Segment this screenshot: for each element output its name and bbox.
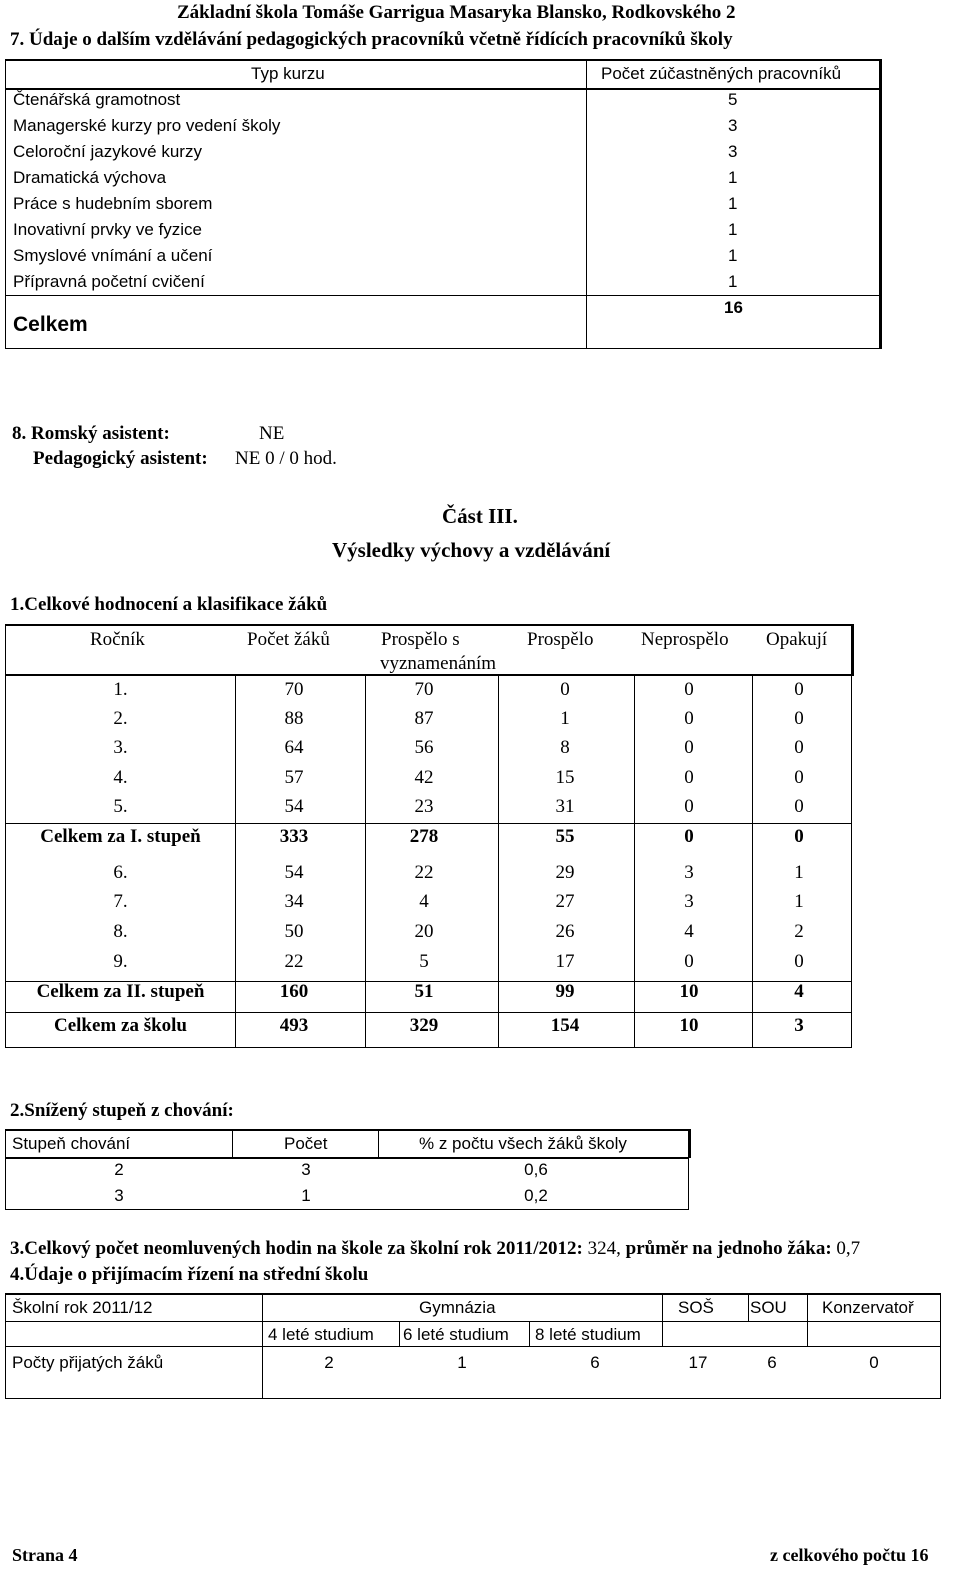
rocnik-cell: 2. xyxy=(113,708,128,729)
value-cell: 50 xyxy=(284,921,304,942)
behavior-cell: 3 xyxy=(301,1160,311,1179)
value-cell: 10 xyxy=(679,1015,699,1036)
value-cell: 4 xyxy=(419,891,429,912)
value-cell: 99 xyxy=(555,981,575,1002)
value-cell: 0 xyxy=(794,767,804,788)
absence-label: 3.Celkový počet neomluvených hodin na škole za školní rok 2011/2012: xyxy=(10,1238,583,1259)
rocnik-cell: 6. xyxy=(113,862,128,883)
value-cell: 0 xyxy=(794,708,804,729)
value-cell: 87 xyxy=(414,708,434,729)
admission-sub-8: 8 leté studium xyxy=(535,1325,641,1344)
romsky-asistent-label: 8. Romský asistent: xyxy=(12,423,170,444)
absence-avg-value: 0,7 xyxy=(836,1238,861,1259)
value-cell: 88 xyxy=(284,708,304,729)
course-name: Čtenářská gramotnost xyxy=(13,90,181,109)
value-cell: 64 xyxy=(284,737,304,758)
course-count: 1 xyxy=(728,168,738,187)
admission-col-sou: SOU xyxy=(750,1298,787,1317)
part3-title: Část III. xyxy=(442,504,518,528)
courses-total-label: Celkem xyxy=(13,313,88,336)
value-cell: 493 xyxy=(279,1015,309,1036)
col-header-vyznamenanim: vyznamenáním xyxy=(380,653,497,674)
course-count: 3 xyxy=(728,116,738,135)
value-cell: 34 xyxy=(284,891,304,912)
behavior-col-percent: % z počtu všech žáků školy xyxy=(419,1134,627,1153)
rocnik-cell: 1. xyxy=(113,679,128,700)
admission-value: 0 xyxy=(869,1353,879,1372)
value-cell: 0 xyxy=(684,708,694,729)
course-count: 1 xyxy=(728,272,738,291)
admission-value: 6 xyxy=(767,1353,777,1372)
value-cell: 22 xyxy=(414,862,434,883)
rocnik-cell: Celkem za II. stupeň xyxy=(36,981,205,1002)
value-cell: 0 xyxy=(794,679,804,700)
value-cell: 0 xyxy=(684,767,694,788)
value-cell: 57 xyxy=(284,767,304,788)
value-cell: 54 xyxy=(284,862,304,883)
value-cell: 1 xyxy=(794,862,804,883)
classification-title: 1.Celkové hodnocení a klasifikace žáků xyxy=(10,594,328,615)
admission-col-gymnazia: Gymnázia xyxy=(419,1298,496,1317)
admission-row-label: Počty přijatých žáků xyxy=(12,1353,164,1372)
value-cell: 3 xyxy=(684,862,694,883)
col-header-rocnik: Ročník xyxy=(90,629,145,650)
behavior-cell: 1 xyxy=(301,1186,311,1205)
value-cell: 15 xyxy=(555,767,575,788)
value-cell: 55 xyxy=(555,826,575,847)
col-header-prospelo-s: Prospělo s xyxy=(381,629,460,650)
admission-col-konzervator: Konzervatoř xyxy=(822,1298,914,1317)
value-cell: 17 xyxy=(555,951,575,972)
value-cell: 0 xyxy=(794,796,804,817)
value-cell: 70 xyxy=(414,679,434,700)
value-cell: 29 xyxy=(555,862,575,883)
value-cell: 31 xyxy=(555,796,575,817)
ped-asistent-value: NE 0 / 0 hod. xyxy=(235,448,337,469)
rocnik-cell: 5. xyxy=(113,796,128,817)
col-header-participants: Počet zúčastněných pracovníků xyxy=(601,64,842,83)
behavior-col-stupen: Stupeň chování xyxy=(12,1134,131,1153)
value-cell: 4 xyxy=(794,981,804,1002)
value-cell: 329 xyxy=(409,1015,439,1036)
admission-value: 2 xyxy=(324,1353,334,1372)
course-name: Dramatická výchova xyxy=(13,168,167,187)
part3-subtitle: Výsledky výchovy a vzdělávání xyxy=(332,538,611,562)
value-cell: 160 xyxy=(279,981,309,1002)
value-cell: 22 xyxy=(284,951,304,972)
absence-avg-label: průměr na jednoho žáka: xyxy=(625,1238,832,1259)
behavior-cell: 0,6 xyxy=(524,1160,548,1179)
value-cell: 5 xyxy=(419,951,429,972)
course-name: Celoroční jazykové kurzy xyxy=(13,142,202,161)
admission-value: 17 xyxy=(688,1353,708,1372)
romsky-asistent-value: NE xyxy=(259,423,285,444)
section7-title: 7. Údaje o dalším vzdělávání pedagogických pracovníků včetně řídících pracovníků školy xyxy=(10,29,733,50)
value-cell: 1 xyxy=(794,891,804,912)
course-count: 5 xyxy=(728,90,738,109)
admission-table xyxy=(5,1293,941,1399)
value-cell: 4 xyxy=(684,921,694,942)
admission-year: Školní rok 2011/12 xyxy=(12,1298,153,1317)
course-count: 1 xyxy=(728,194,738,213)
admission-value: 6 xyxy=(590,1353,600,1372)
school-header: Základní škola Tomáše Garrigua Masaryka Blansko, Rodkovského 2 xyxy=(177,2,736,23)
admission-sub-6: 6 leté studium xyxy=(403,1325,509,1344)
value-cell: 27 xyxy=(555,891,575,912)
admission-title: 4.Údaje o přijímacím řízení na střední školu xyxy=(10,1264,369,1285)
value-cell: 0 xyxy=(684,951,694,972)
value-cell: 0 xyxy=(684,826,694,847)
value-cell: 0 xyxy=(794,826,804,847)
behavior-cell: 2 xyxy=(114,1160,124,1179)
behavior-table xyxy=(5,1129,689,1210)
value-cell: 51 xyxy=(414,981,434,1002)
value-cell: 20 xyxy=(414,921,434,942)
rocnik-cell: 3. xyxy=(113,737,128,758)
ped-asistent-label: Pedagogický asistent: xyxy=(33,448,208,469)
behavior-cell: 3 xyxy=(114,1186,124,1205)
value-cell: 2 xyxy=(794,921,804,942)
courses-table xyxy=(5,59,882,349)
col-header-course-type: Typ kurzu xyxy=(251,64,325,83)
col-header-pocet-zaku: Počet žáků xyxy=(247,629,330,650)
course-name: Smyslové vnímání a učení xyxy=(13,246,213,265)
course-count: 1 xyxy=(728,220,738,239)
value-cell: 333 xyxy=(279,826,309,847)
value-cell: 0 xyxy=(684,796,694,817)
course-count: 1 xyxy=(728,246,738,265)
rocnik-cell: 8. xyxy=(113,921,128,942)
rocnik-cell: Celkem za I. stupeň xyxy=(40,826,201,847)
value-cell: 26 xyxy=(555,921,575,942)
rocnik-cell: 4. xyxy=(113,767,128,788)
value-cell: 10 xyxy=(679,981,699,1002)
rocnik-cell: 9. xyxy=(113,951,128,972)
value-cell: 56 xyxy=(414,737,434,758)
rocnik-cell: 7. xyxy=(113,891,128,912)
course-name: Managerské kurzy pro vedení školy xyxy=(13,116,281,135)
admission-value: 1 xyxy=(457,1353,467,1372)
behavior-col-pocet: Počet xyxy=(284,1134,328,1153)
value-cell: 0 xyxy=(684,737,694,758)
course-name: Práce s hudebním sborem xyxy=(13,194,213,213)
absence-value: 324, xyxy=(587,1238,621,1259)
value-cell: 42 xyxy=(414,767,434,788)
value-cell: 0 xyxy=(794,737,804,758)
value-cell: 3 xyxy=(684,891,694,912)
behavior-cell: 0,2 xyxy=(524,1186,548,1205)
value-cell: 3 xyxy=(794,1015,804,1036)
value-cell: 70 xyxy=(284,679,304,700)
value-cell: 54 xyxy=(284,796,304,817)
course-name: Přípravná početní cvičení xyxy=(13,272,205,291)
value-cell: 0 xyxy=(684,679,694,700)
footer-total: z celkového počtu 16 xyxy=(770,1545,929,1565)
value-cell: 1 xyxy=(560,708,570,729)
value-cell: 23 xyxy=(414,796,434,817)
col-header-prospelo: Prospělo xyxy=(527,629,594,650)
classification-table xyxy=(5,624,852,1048)
footer-page: Strana 4 xyxy=(12,1545,78,1565)
course-count: 3 xyxy=(728,142,738,161)
admission-sub-4: 4 leté studium xyxy=(268,1325,374,1344)
admission-col-sos: SOŠ xyxy=(678,1298,714,1317)
col-header-neprospelo: Neprospělo xyxy=(641,629,729,650)
rocnik-cell: Celkem za školu xyxy=(54,1015,187,1036)
value-cell: 0 xyxy=(560,679,570,700)
value-cell: 154 xyxy=(550,1015,580,1036)
value-cell: 0 xyxy=(794,951,804,972)
value-cell: 8 xyxy=(560,737,570,758)
absence-line xyxy=(10,1238,860,1260)
col-header-opakuji: Opakují xyxy=(766,629,828,650)
courses-total-value: 16 xyxy=(724,298,743,317)
value-cell: 278 xyxy=(409,826,439,847)
course-name: Inovativní prvky ve fyzice xyxy=(13,220,202,239)
behavior-title: 2.Snížený stupeň z chování: xyxy=(10,1100,234,1121)
